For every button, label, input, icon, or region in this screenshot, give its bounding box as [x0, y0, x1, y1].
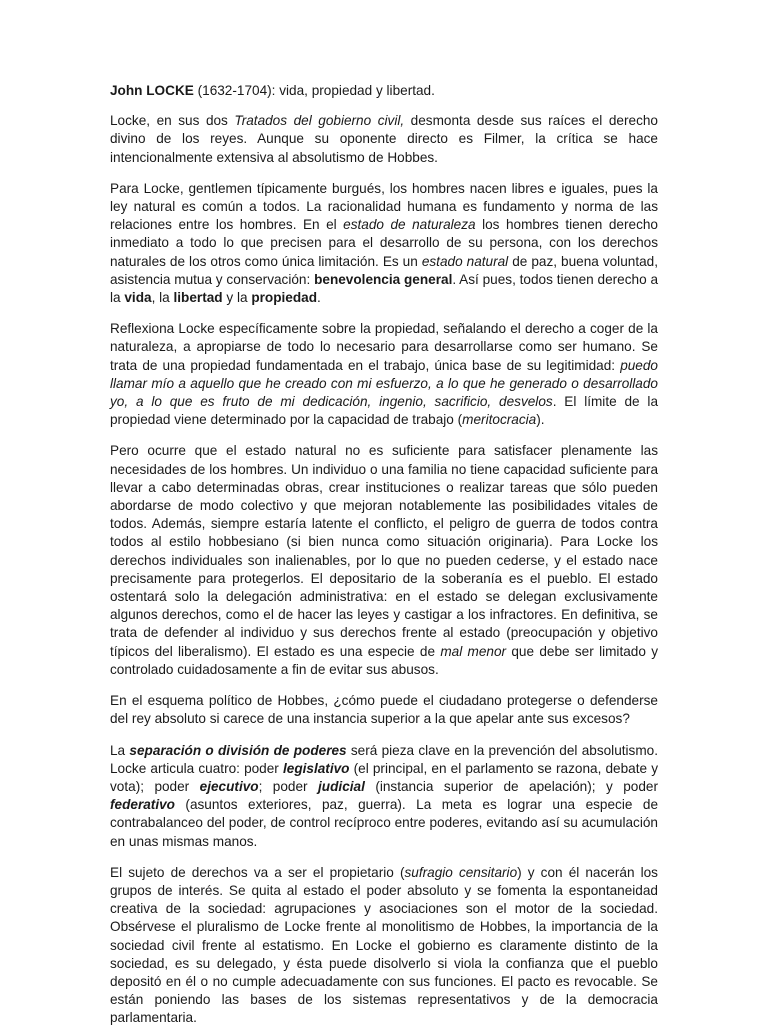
- text-run: . Así pues, todos tienen derecho a la: [110, 271, 659, 306]
- italic-term: sufragio censitario: [404, 864, 518, 880]
- paragraph-5: [110, 692, 658, 728]
- text-run: ).: [536, 412, 545, 428]
- bold-italic-term: judicial: [318, 778, 365, 794]
- bold-italic-term: federativo: [110, 797, 175, 813]
- bold-term: benevolencia general: [314, 271, 453, 287]
- text-run: que debe ser limitado y controlado cuidadosamente a fin de evitar sus abusos.: [110, 643, 659, 677]
- text-run: ; poder: [258, 778, 319, 794]
- italic-term: estado de naturaleza: [343, 217, 476, 233]
- paragraph-7: [110, 864, 658, 1028]
- bold-italic-term: separación o división de poderes: [129, 742, 347, 758]
- italic-term: estado natural: [421, 253, 509, 269]
- bold-term: vida: [124, 290, 152, 306]
- text-run: de paz, buena voluntad, asistencia mutua y conservación:: [110, 253, 658, 287]
- bold-italic-term: legislativo: [282, 760, 350, 776]
- italic-term: Tratados del gobierno civil,: [234, 113, 405, 129]
- text-run: Pero ocurre que el estado natural no es suficiente para satisfacer plenamente las necesidades de los hombres. Un individuo o una familia no tiene capacidad suficiente para llevar a cabo determinadas obras, crear instituciones o realizar tareas que sólo pueden abordarse de modo colectivo y que mejoran notablemente las posibilidades vitales de todos. Además, siempre estaría latente el conflicto, el peligro de guerra de todos contra todos al estilo hobbesiano (si bien nunca como situación originaria). Para Locke los derechos individuales son inalienables, por lo que no pueden cederse, y el estado nace precisamente para protegerlos. El depositario de la soberanía es el pueblo. El estado ostentará solo la delegación administrativa: en el estado se delegan exclusivamente algunos derechos, como el de hacer las leyes y castigar a los infractores. En definitiva, se trata de defender al individuo y sus derechos frente al estado (preocupación y objetivo típicos del liberalismo). El estado es una especie de: [110, 443, 658, 659]
- title-rest: (1632-1704): vida, propiedad y libertad.: [193, 83, 435, 98]
- text-run: . El límite de la propiedad viene determinado por la capacidad de trabajo (: [110, 394, 659, 428]
- text-run: (asuntos exteriores, paz, guerra). La meta es lograr una especie de contrabalanceo del poder, de control recíproco entre poderes, evitando así su acumulación en unas mismas manos.: [110, 797, 658, 849]
- text-run: los hombres tienen derecho inmediato a todo lo que precisen para el desarrollo de su persona, con los derechos naturales de los otros como única limitación. Es un: [110, 217, 658, 269]
- paragraph-4: [110, 442, 658, 679]
- text-run: Reflexiona Locke específicamente sobre la propiedad, señalando el derecho a coger de la naturaleza, a apropiarse de todo lo necesario para desarrollarse como ser humano. Se trata de una propiedad fundamentada en el trabajo, única base de su legitimidad:: [110, 321, 658, 373]
- text-run: En el esquema político de Hobbes, ¿cómo puede el ciudadano protegerse o defenderse del rey absoluto si carece de una instancia superior a la que apelar ante sus excesos?: [110, 693, 658, 727]
- italic-term: meritocracia: [462, 412, 537, 428]
- document-title: [110, 82, 658, 100]
- bold-italic-term: ejecutivo: [199, 778, 259, 794]
- paragraph-2: [110, 180, 658, 307]
- text-run: (instancia superior de apelación); y poder: [364, 778, 658, 794]
- title-author: John LOCKE: [110, 83, 194, 98]
- text-run: desmonta desde sus raíces el derecho divino de los reyes. Aunque su oponente directo es Filmer, la crítica se hace intencionalmente extensiva al absolutismo de Hobbes.: [110, 113, 658, 165]
- text-run: (el principal, en el parlamento se razona, debate y vota); poder: [110, 760, 658, 794]
- text-run: y la: [222, 290, 252, 306]
- paragraph-3: [110, 320, 658, 429]
- text-run: La: [110, 742, 130, 758]
- bold-term: propiedad: [251, 290, 318, 306]
- text-run: Locke, en sus dos: [110, 113, 235, 129]
- text-run: .: [317, 290, 321, 306]
- paragraph-6: [110, 742, 658, 851]
- paragraph-1: [110, 112, 658, 167]
- text-run: El sujeto de derechos va a ser el propietario (: [110, 864, 405, 880]
- text-run: Para Locke, gentlemen típicamente burgués, los hombres nacen libres e iguales, pues la ley natural es común a todos. La racionalidad humana es fundamento y norma de las relaciones entre los hombres. En el: [110, 180, 658, 233]
- bold-term: libertad: [173, 290, 223, 306]
- text-run: será pieza clave en la prevención del absolutismo. Locke articula cuatro: poder: [110, 742, 659, 776]
- italic-term: mal menor: [440, 643, 507, 659]
- italic-term: puedo llamar mío a aquello que he creado con mi esfuerzo, a lo que he generado o desarrollado yo, a lo que es fruto de mi dedicación, ingenio, sacrificio, desvelos: [110, 357, 658, 410]
- text-run: ) y con él nacerán los grupos de interés. Se quita al estado el poder absoluto y se fomenta la espontaneidad creativa de la sociedad: agrupaciones y asociaciones son el motor de la sociedad. Obsérvese el pluralismo de Locke frente al monolitismo de Hobbes, la importancia de la sociedad civil frente al estatismo. En Locke el gobierno es claramente distinto de la sociedad, es su delegado, y ésta puede disolverlo si viola la confianza que el pueblo depositó en él o no cumple adecuadamente con sus funciones. El pacto es revocable. Se están poniendo las bases de los sistemas representativos y de la democracia parlamentaria.: [110, 864, 658, 1026]
- text-run: , la: [151, 290, 174, 306]
